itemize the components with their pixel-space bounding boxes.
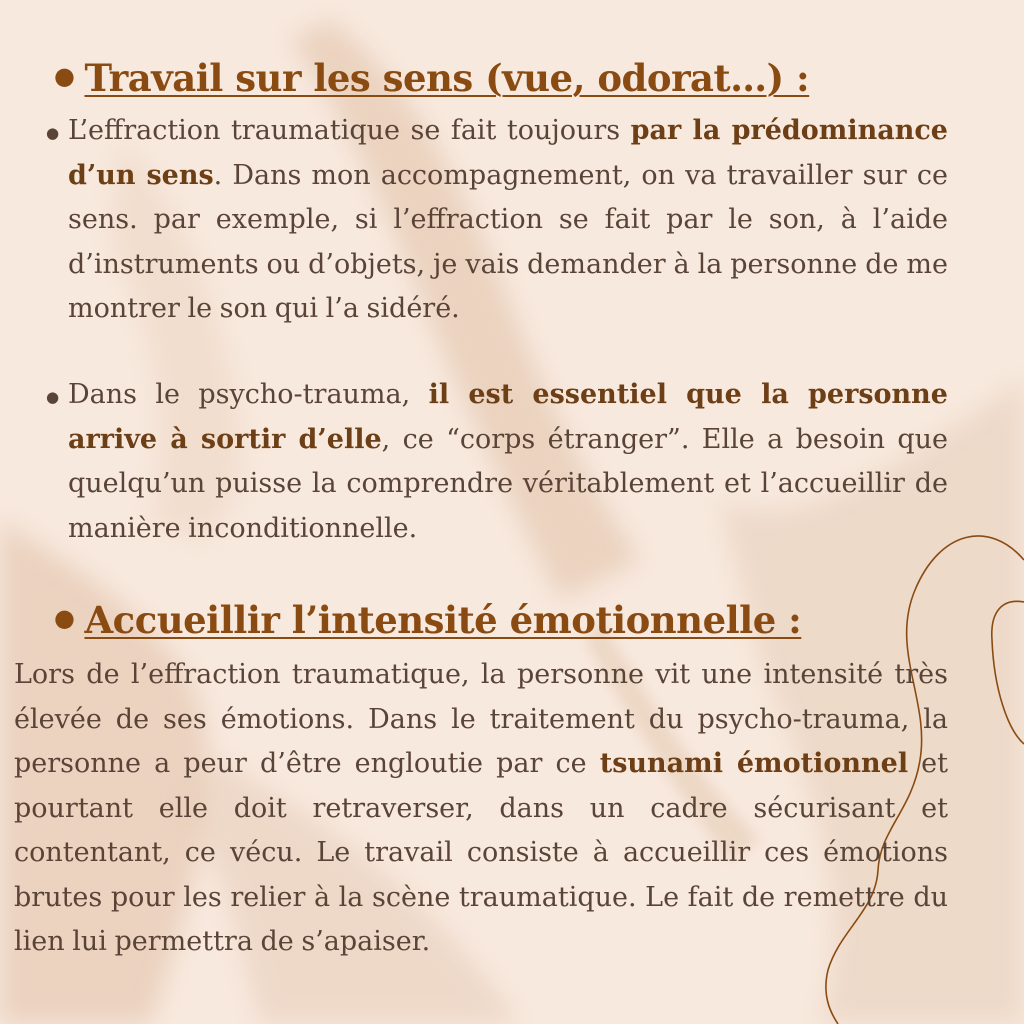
bullet-icon: ● xyxy=(46,388,60,406)
section-heading-emotional-intensity: ● Accueillir l’intensité émotionnelle : xyxy=(54,598,802,642)
bullet-paragraph-senses: L’effraction traumatique se fait toujours par la prédominance d’un sens. Dans mon accompagnement, on va travailler sur ce sens. par exemple, si l’effraction se fait par le son, à l’aide d’instruments ou d’objets, je vais demander à la personne de me montrer le son qui l’a sidéré. xyxy=(68,115,948,324)
bullet-icon: ● xyxy=(54,603,75,632)
section-heading-senses: ● Travail sur les sens (vue, odorat…) : xyxy=(54,56,810,100)
bullet-icon: ● xyxy=(54,61,75,90)
bullet-icon: ● xyxy=(46,124,60,142)
bullet-paragraph-psycho-trauma: Dans le psycho-trauma, il est essentiel que la personne arrive à sortir d’elle, ce “corps étranger”. Elle a besoin que quelqu’un puisse la comprendre véritablement et l’accueillir de manière inconditionnelle. xyxy=(68,379,948,544)
paragraph-emotional-intensity: Lors de l’effraction traumatique, la personne vit une intensité très élevée de ses émotions. Dans le traitement du psycho-trauma, la personne a peur d’être engloutie par ce tsunami émotionnel et pourtant elle doit retraverser, dans un cadre sécurisant et contentant, ce vécu. Le travail consiste à accueillir ces émotions brutes pour les relier à la scène traumatique. Le fait de remettre du lien lui permettra de s’apaiser. xyxy=(14,659,948,957)
